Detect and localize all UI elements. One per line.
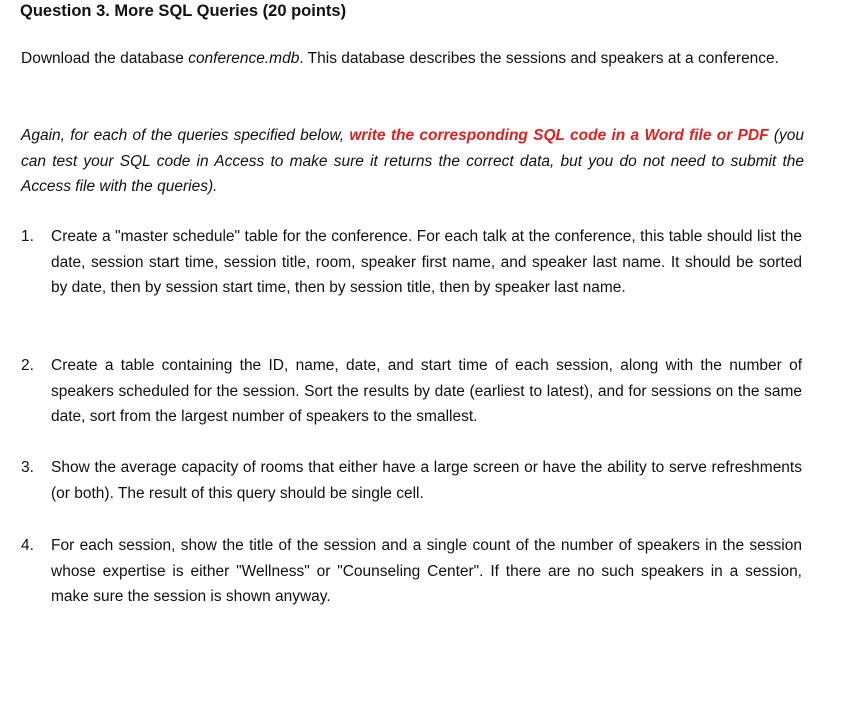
list-item-text: Create a table containing the ID, name, date, and start time of each session, along with the number of speakers scheduled for the session. Sort the results by date (earliest to latest), and for sessions on the same date, sort from the largest number of speakers to the smallest.: [51, 357, 802, 425]
intro-text-after: . This database describes the sessions and speakers at a conference.: [299, 50, 779, 67]
list-item-number: 3.: [21, 459, 34, 476]
instructions-paragraph: [21, 123, 804, 200]
intro-text-before: Download the database: [21, 50, 189, 67]
database-filename: conference.mdb: [188, 50, 300, 67]
list-item-number: 4.: [21, 537, 34, 554]
question-heading: Question 3. More SQL Queries (20 points): [20, 2, 347, 20]
instructions-text-after: (you can test your SQL code in Access to make sure it returns the correct data, but you do not need to submit the Access file with the queries).: [21, 127, 804, 195]
list-item-number: 2.: [21, 357, 34, 374]
instructions-highlight: write the corresponding SQL code in a Word file or PDF: [349, 127, 769, 144]
list-item-text: Create a "master schedule" table for the conference. For each talk at the conference, this table should list the date, session start time, session title, room, speaker first name, and speaker last name. It should be sorted by date, then by session start time, then by session title, then by speaker last name.: [51, 228, 802, 296]
instructions-text-before: Again, for each of the queries specified below,: [21, 127, 350, 144]
list-item-text: For each session, show the title of the session and a single count of the number of speakers in the session whose expertise is either "Wellness" or "Counseling Center". If there are no such speakers in a session, make sure the session is shown anyway.: [51, 537, 802, 605]
list-item-number: 1.: [21, 228, 34, 245]
intro-paragraph: [21, 46, 804, 72]
list-item-text: Show the average capacity of rooms that either have a large screen or have the ability to serve refreshments (or both). The result of this query should be single cell.: [51, 459, 802, 502]
